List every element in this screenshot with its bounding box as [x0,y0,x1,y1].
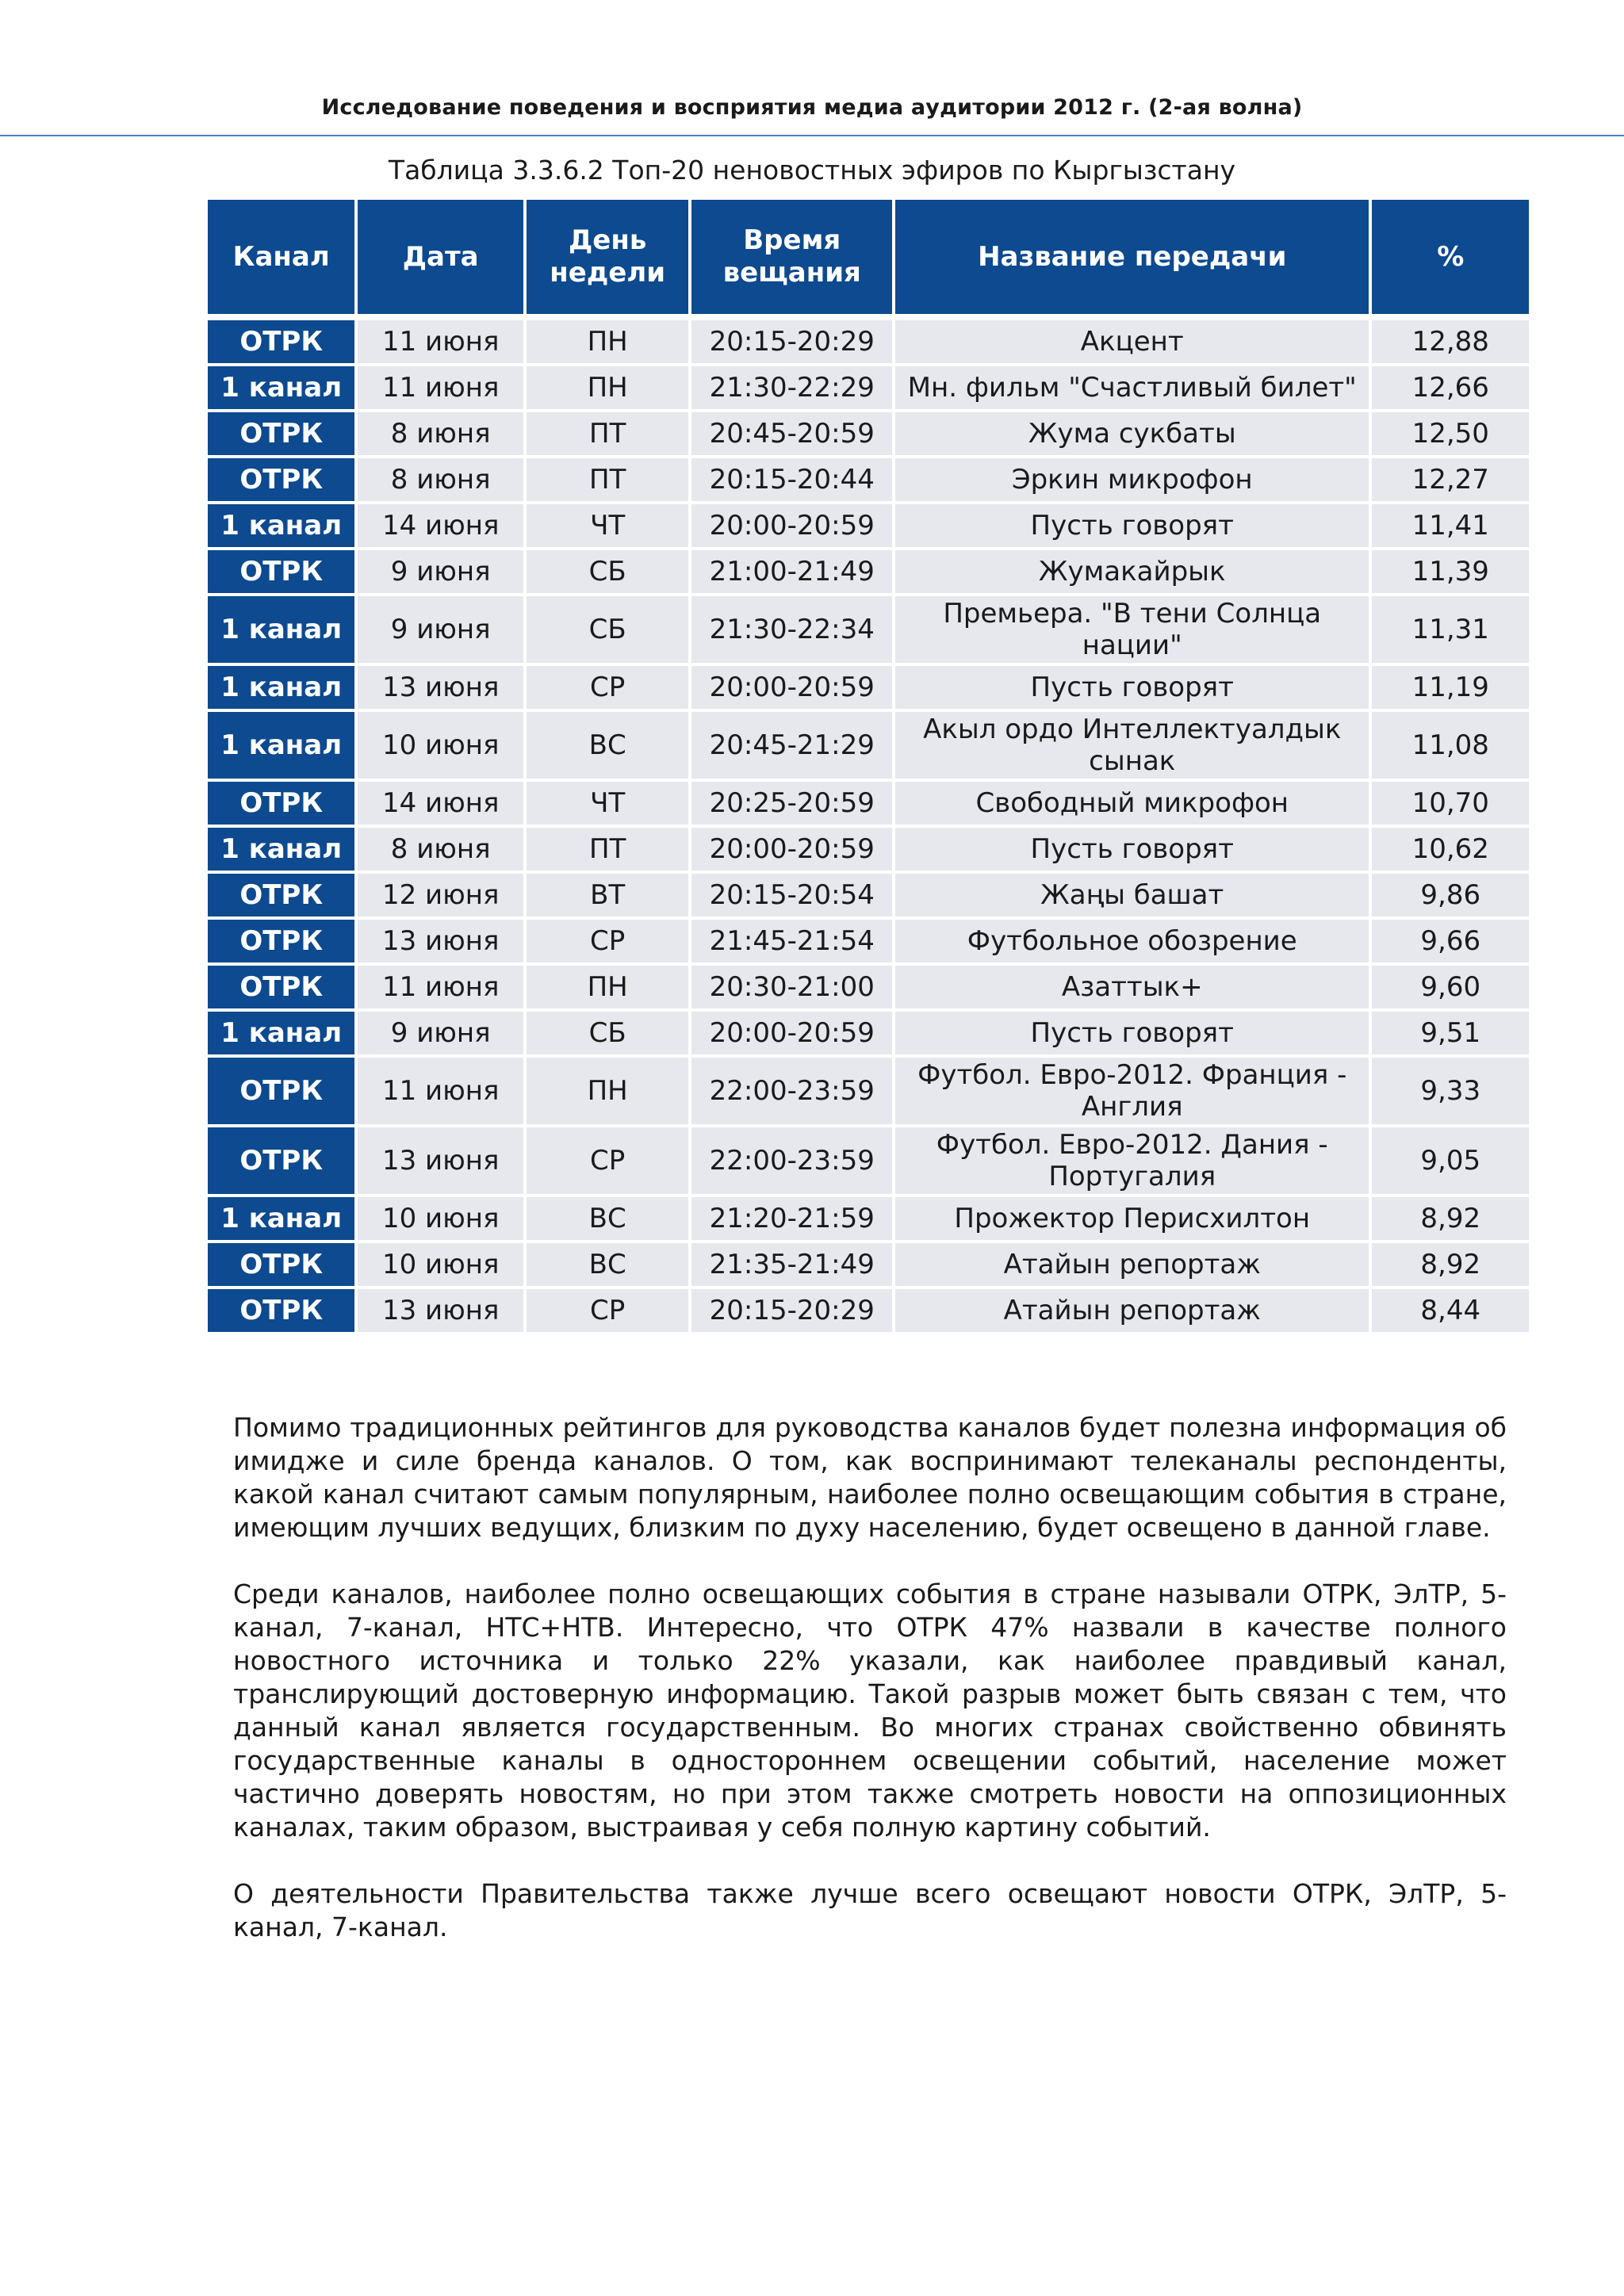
weekday-cell: ПН [527,1058,688,1124]
program-cell: Эркин микрофон [895,458,1369,501]
airtime-cell: 21:35-21:49 [691,1243,892,1286]
weekday-cell: ПТ [527,828,688,871]
percent-cell: 11,41 [1372,504,1529,547]
table-row [208,1243,1529,1286]
percent-cell: 11,39 [1372,550,1529,593]
table-row [208,596,1529,663]
airtime-cell: 20:15-20:44 [691,458,892,501]
weekday-cell: ЧТ [527,504,688,547]
percent-cell: 10,70 [1372,782,1529,825]
paragraph: Среди каналов, наиболее полно освещающих события в стране называли ОТРК, ЭлТР, 5-канал, 7-канал, НТС+НТВ. Интересно, что ОТРК 47% назвали в качестве полного новостного источника и только 22% указали, как наиболее правдивый канал, транслирующий достоверную информацию. Такой разрыв может быть связан с тем, что данный канал является государственным. Во многих странах свойственно обвинять государственные каналы в одностороннем освещении событий, население может частично доверять новостям, но при этом также смотреть новости на оппозиционных каналах, таким образом, выстраивая у себя полную картину событий. [233,1578,1507,1843]
percent-cell: 9,66 [1372,920,1529,962]
program-cell: Мн. фильм "Счастливый билет" [895,366,1369,409]
program-cell: Футбол. Евро-2012. Дания - Португалия [895,1127,1369,1194]
percent-cell: 8,92 [1372,1197,1529,1240]
table-row [208,712,1529,779]
table-row [208,966,1529,1008]
column-header: Дата [358,200,523,314]
airtime-cell: 22:00-23:59 [691,1127,892,1194]
channel-cell: ОТРК [208,874,354,916]
header-divider [0,135,1624,136]
date-cell: 13 июня [358,666,523,709]
date-cell: 8 июня [358,458,523,501]
date-cell: 14 июня [358,504,523,547]
table-caption: Таблица 3.3.6.2 Топ-20 неновостных эфиров по Кыргызстану [388,155,1236,186]
date-cell: 11 июня [358,966,523,1008]
weekday-cell: СР [527,666,688,709]
program-cell: Пусть говорят [895,1012,1369,1054]
airtime-cell: 20:25-20:59 [691,782,892,825]
table-row [208,412,1529,455]
date-cell: 9 июня [358,1012,523,1054]
weekday-cell: ВС [527,712,688,779]
body-text [233,1411,1507,1977]
table-row [208,874,1529,916]
column-header: Название передачи [895,200,1369,314]
channel-cell: ОТРК [208,458,354,501]
paragraph: Помимо традиционных рейтингов для руководства каналов будет полезна информация об имидже и силе бренда каналов. О том, как воспринимают телеканалы респонденты, какой канал считают самым популярным, наиболее полно освещающим события в стране, имеющим лучших ведущих, близким по духу населению, будет освещено в данной главе. [233,1412,1507,1543]
program-cell: Акыл ордо Интеллектуалдык сынак [895,712,1369,779]
weekday-cell: СР [527,1127,688,1194]
percent-cell: 11,31 [1372,596,1529,663]
program-cell: Жаңы башат [895,874,1369,916]
table-row [208,504,1529,547]
airtime-cell: 20:15-20:29 [691,1289,892,1332]
table-row [208,366,1529,409]
airtime-cell: 21:30-22:29 [691,366,892,409]
column-header: День недели [527,200,688,314]
channel-cell: 1 канал [208,1197,354,1240]
column-header: Канал [208,200,354,314]
date-cell: 13 июня [358,920,523,962]
date-cell: 13 июня [358,1289,523,1332]
program-cell: Пусть говорят [895,504,1369,547]
weekday-cell: СР [527,920,688,962]
percent-cell: 10,62 [1372,828,1529,871]
airtime-cell: 20:15-20:29 [691,320,892,363]
airtime-cell: 20:00-20:59 [691,666,892,709]
table-row [208,1058,1529,1124]
airtime-cell: 20:00-20:59 [691,828,892,871]
weekday-cell: СБ [527,596,688,663]
weekday-cell: СР [527,1289,688,1332]
top20-table [205,197,1532,1335]
percent-cell: 12,88 [1372,320,1529,363]
program-cell: Жумакайрык [895,550,1369,593]
program-cell: Прожектор Перисхилтон [895,1197,1369,1240]
table-row [208,920,1529,962]
program-cell: Азаттык+ [895,966,1369,1008]
date-cell: 12 июня [358,874,523,916]
channel-cell: ОТРК [208,1058,354,1124]
percent-cell: 9,60 [1372,966,1529,1008]
percent-cell: 9,05 [1372,1127,1529,1194]
program-cell: Жума сукбаты [895,412,1369,455]
date-cell: 11 июня [358,366,523,409]
channel-cell: 1 канал [208,1012,354,1054]
channel-cell: 1 канал [208,666,354,709]
percent-cell: 9,86 [1372,874,1529,916]
program-cell: Премьера. "В тени Солнца нации" [895,596,1369,663]
program-cell: Пусть говорят [895,666,1369,709]
date-cell: 10 июня [358,712,523,779]
channel-cell: ОТРК [208,920,354,962]
table-row [208,458,1529,501]
table-row [208,1127,1529,1194]
table-row [208,550,1529,593]
table-row [208,666,1529,709]
page-header: Исследование поведения и восприятия медиа аудитории 2012 г. (2-ая волна) [321,95,1303,120]
program-cell: Футбол. Евро-2012. Франция - Англия [895,1058,1369,1124]
table-header-row [208,200,1529,314]
program-cell: Свободный микрофон [895,782,1369,825]
weekday-cell: ВТ [527,874,688,916]
channel-cell: ОТРК [208,550,354,593]
channel-cell: ОТРК [208,1289,354,1332]
table-row [208,782,1529,825]
weekday-cell: ПТ [527,412,688,455]
program-cell: Атайын репортаж [895,1243,1369,1286]
weekday-cell: ПН [527,366,688,409]
channel-cell: 1 канал [208,504,354,547]
weekday-cell: ПТ [527,458,688,501]
date-cell: 10 июня [358,1197,523,1240]
channel-cell: ОТРК [208,1243,354,1286]
table-body [208,317,1529,1332]
date-cell: 9 июня [358,596,523,663]
percent-cell: 12,66 [1372,366,1529,409]
percent-cell: 12,50 [1372,412,1529,455]
program-cell: Атайын репортаж [895,1289,1369,1332]
date-cell: 8 июня [358,412,523,455]
column-header: Время вещания [691,200,892,314]
table-row [208,1012,1529,1054]
weekday-cell: ВС [527,1197,688,1240]
program-cell: Акцент [895,320,1369,363]
table-row [208,828,1529,871]
airtime-cell: 20:15-20:54 [691,874,892,916]
date-cell: 11 июня [358,320,523,363]
airtime-cell: 20:00-20:59 [691,504,892,547]
table-row [208,1197,1529,1240]
channel-cell: ОТРК [208,412,354,455]
table-row [208,320,1529,363]
paragraph: О деятельности Правительства также лучше всего освещают новости ОТРК, ЭлТР, 5-канал, 7-канал. [233,1878,1507,1942]
airtime-cell: 20:45-21:29 [691,712,892,779]
program-cell: Пусть говорят [895,828,1369,871]
airtime-cell: 21:30-22:34 [691,596,892,663]
weekday-cell: ЧТ [527,782,688,825]
table-row [208,1289,1529,1332]
airtime-cell: 21:00-21:49 [691,550,892,593]
channel-cell: 1 канал [208,596,354,663]
channel-cell: 1 канал [208,828,354,871]
airtime-cell: 21:20-21:59 [691,1197,892,1240]
program-cell: Футбольное обозрение [895,920,1369,962]
weekday-cell: ПН [527,966,688,1008]
airtime-cell: 22:00-23:59 [691,1058,892,1124]
percent-cell: 8,92 [1372,1243,1529,1286]
date-cell: 10 июня [358,1243,523,1286]
channel-cell: ОТРК [208,320,354,363]
percent-cell: 11,19 [1372,666,1529,709]
date-cell: 8 июня [358,828,523,871]
airtime-cell: 21:45-21:54 [691,920,892,962]
date-cell: 14 июня [358,782,523,825]
column-header: % [1372,200,1529,314]
airtime-cell: 20:00-20:59 [691,1012,892,1054]
channel-cell: ОТРК [208,1127,354,1194]
channel-cell: ОТРК [208,782,354,825]
weekday-cell: ПН [527,320,688,363]
weekday-cell: СБ [527,550,688,593]
percent-cell: 11,08 [1372,712,1529,779]
percent-cell: 9,51 [1372,1012,1529,1054]
weekday-cell: ВС [527,1243,688,1286]
channel-cell: 1 канал [208,366,354,409]
weekday-cell: СБ [527,1012,688,1054]
channel-cell: ОТРК [208,966,354,1008]
date-cell: 11 июня [358,1058,523,1124]
percent-cell: 12,27 [1372,458,1529,501]
date-cell: 13 июня [358,1127,523,1194]
channel-cell: 1 канал [208,712,354,779]
percent-cell: 9,33 [1372,1058,1529,1124]
date-cell: 9 июня [358,550,523,593]
airtime-cell: 20:45-20:59 [691,412,892,455]
percent-cell: 8,44 [1372,1289,1529,1332]
airtime-cell: 20:30-21:00 [691,966,892,1008]
